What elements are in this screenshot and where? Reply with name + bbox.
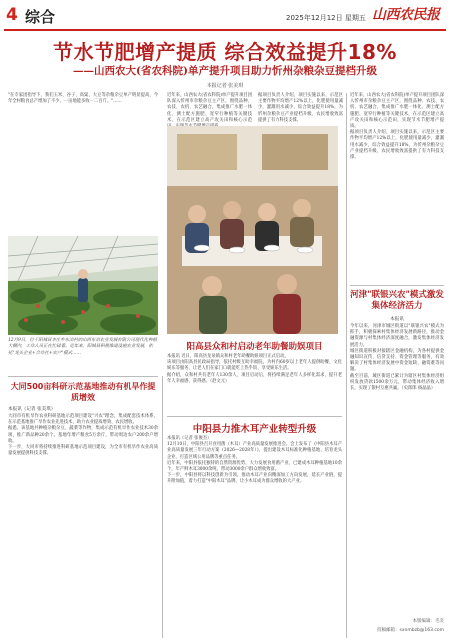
section-divider xyxy=(8,376,158,377)
lead-paragraph: "在专家团指导下，我们玉米、谷子、高粱、大豆等杂粮杂豆单产明显提高，今年全村粮食总产增加了不少，一亩地能多收一二百斤。"…… xyxy=(8,93,158,105)
right-story-body xyxy=(350,324,444,392)
section-divider xyxy=(350,285,444,286)
editor-credit: 本版编辑：毛炎 xyxy=(412,619,444,624)
lead-column-1 xyxy=(8,93,158,105)
left-story-headline: 大同500亩科研示范基地推动有机旱作提质增效 xyxy=(10,382,156,402)
bottom-story-headline: 中阳县力推木耳产业转型升级 xyxy=(192,424,317,435)
greenhouse-photo xyxy=(8,236,158,335)
paper-logo: 山西农民报 xyxy=(372,7,440,23)
lead-column-2 xyxy=(167,93,252,130)
right-story-headline: 河津"联银兴农"模式激发集体经济活力 xyxy=(350,290,444,311)
lead-paragraph: 据项目负责人介绍，项目实施以来，示范区主要作物平均增产12%以上，化肥使用量减少，灌溉用水减少，综合效益提升18%，为忻州杂粮杂豆产业提档升级、农民增收致富提供了有力科技支撑。 xyxy=(350,130,444,161)
mid-story-headline: 阳高县众和村启动老年助餐助娱项目 xyxy=(186,342,323,352)
left-story-byline: 本报讯（记者 张美琪） xyxy=(8,407,56,412)
page-number: 4 xyxy=(6,5,18,25)
mid-story-body xyxy=(167,354,342,385)
left-story-paragraph: 据悉，该基地共种植杂粮杂豆、蔬菜等作物，集成示范有机旱作农业技术30余项，推广新品种20余个。基地年增产粮食5万余斤，带动周边农户200余户增收。 xyxy=(8,426,158,444)
greenhouse-photo-caption: 12月9日，位于阳城县李庄乡东冶村的山西东冶农业发展有限公司现代化种植大棚内，工作人员正在忙碌着。近年来，阳城县积极推进设施农业发展，依托"龙头企业+合作社+农户"模式…… xyxy=(8,338,157,356)
submission-email: 投稿邮箱：sxnmbzb@163.com xyxy=(377,628,444,633)
section-divider xyxy=(167,416,342,417)
issue-date: 2025年12月12日 星期五 xyxy=(286,14,366,22)
bottom-story-paragraph: 近年来，中阳县依托独特的自然资源优势，大力发展食用菌产业，已建成木耳种植基地10余个，年产鲜木耳3000余吨，带动3000余户群众增收致富。 xyxy=(167,460,342,473)
dining-photo xyxy=(167,126,338,334)
left-story-paragraph: 下一步，大同市将持续推进科研基地示范项目建设，为全市有机旱作农业高质量发展提供科技支撑。 xyxy=(8,445,158,457)
bottom-story-byline: 本报讯（记者 张俊杰） xyxy=(167,436,212,441)
lead-paragraph: 近年来，山西农大(省农科院)单产提升项目团队深入忻州市杂粮杂豆主产区，围绕品种、农技、农机、农艺融合，集成推广水肥一体化、测土配方施肥、宽窄行种植等关键技术，在示范区建立高产攻关田和核心示范 xyxy=(167,93,252,123)
lead-subheadline: ——山西农大(省农科院)单产提升项目助力忻州杂粮杂豆提档升级 xyxy=(73,65,377,77)
right-story-byline: 本报讯 xyxy=(390,317,404,322)
lead-byline: 本报记者 张美琪 xyxy=(206,83,244,89)
right-column-lead-continued xyxy=(350,93,444,161)
lead-paragraph: 据项目负责人介绍，项目实施以来，示范区主要作物平均增产12%以上，化肥使用量减少，灌溉用水减少，综合效益提升18%，为忻州杂粮杂豆产业提档升级、农民增收致富提供了有力科技支撑。 xyxy=(258,93,343,123)
header-rule xyxy=(4,29,446,31)
left-story-body xyxy=(8,414,158,457)
right-story-paragraph: 截至目前，城区街道已累计为辖区村集体经济组织发放贷款1500余万元，带动集体经济收入增长，实现了银村互惠共赢。（史郎郎 杨晶晶） xyxy=(350,373,444,392)
bottom-story-paragraph: 12月10日，中阳县召开食用菌（木耳）产业高质量发展推进会。会上发布了《中阳县木耳产业高质量发展三年行动方案（2026—2028年）》，提出建设木耳标准化种植基地、培育龙头企业、打造区域公用品牌等重点任务。 xyxy=(167,442,342,460)
right-story-paragraph: 今年以来，河津市城区街道以"联银兴农"模式为抓手，积极探索村集体经济发展新路径，推动金融资源与村集体经济深度融合，激发集体经济发展活力。 xyxy=(350,324,444,348)
right-story-paragraph: 城区街道积极对接辖区金融机构，为各村提供金融知识宣传、信贷支持、资金管理等服务，有效解决了村集体经济发展中资金短缺、融资难等问题。 xyxy=(350,348,444,373)
column-divider xyxy=(162,376,163,638)
lead-paragraph: 近年来，山西农大(省农科院)单产提升项目团队深入忻州市杂粮杂豆主产区，围绕品种、农技、农机、农艺融合，集成推广水肥一体化、测土配方施肥、宽窄行种植等关键技术，在示范区建立高产攻关田和核心示范田，实现节水节肥增产提质。 xyxy=(350,93,444,130)
page-header xyxy=(0,0,450,32)
mid-story-paragraph: 据介绍，众和村共有老年人130余人，项目启动后，将持续满足老年人多样化需求，提升老年人幸福感、获得感。（赵文元） xyxy=(167,372,342,384)
lead-column-3 xyxy=(258,93,343,124)
mid-story-byline: 本报讯 近日，阳高县龙泉镇众和村老年助餐助娱项目正式启动。 xyxy=(167,354,289,359)
left-story-paragraph: 大同市有机旱作农业科研基地示范项目建设"兴农"理念，集成配套技术体系，在示范基地推广旱作农业先进技术，助力农业提质增效、农民增收。 xyxy=(8,414,158,426)
mid-story-paragraph: 该项目由阳高县民政局指导，依托村级互助幸福院，为村内60岁以上老年人提供助餐、文化娱乐等服务，让老人们在家门口就能吃上热乎饭、享受娱乐生活。 xyxy=(167,360,342,372)
column-divider xyxy=(346,93,347,638)
lead-headline: 节水节肥增产提质 综合效益提升18% xyxy=(53,40,397,64)
bottom-story-body xyxy=(167,436,342,486)
section-name: 综合 xyxy=(25,8,56,26)
bottom-story-paragraph: 下一步，中阳县将以科技创新为引领，推动木耳产业向精深加工方向发展，延长产业链，提升附加值，着力打造"中阳木耳"品牌，让小木耳成为群众增收的大产业。 xyxy=(167,473,342,485)
